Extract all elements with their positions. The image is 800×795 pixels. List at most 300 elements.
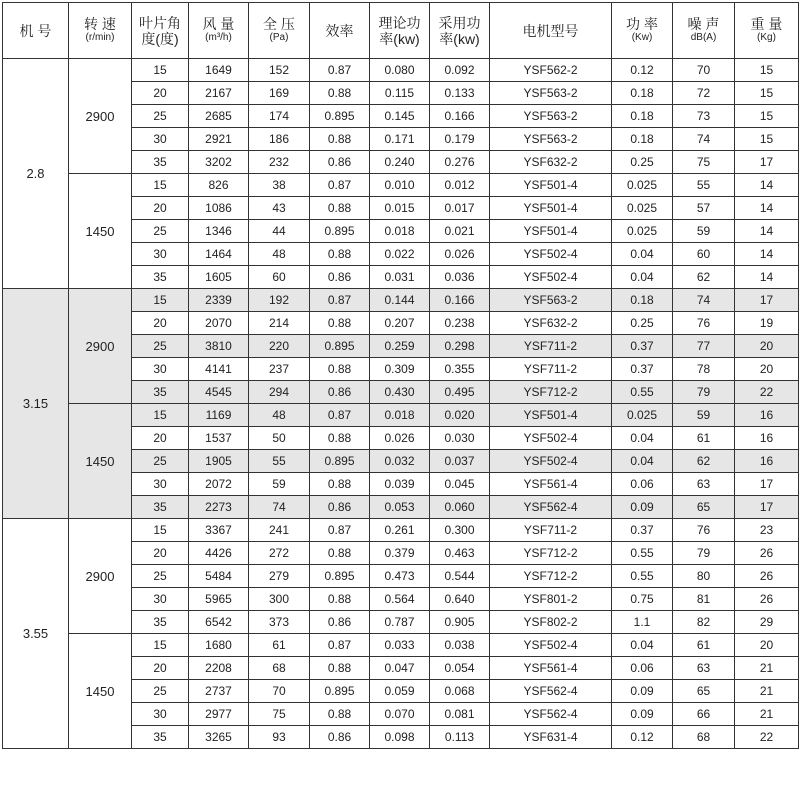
power-cell: 0.09 bbox=[612, 680, 673, 703]
theory-power-cell: 0.032 bbox=[370, 450, 430, 473]
motor-cell: YSF501-4 bbox=[490, 404, 612, 427]
motor-cell: YSF501-4 bbox=[490, 174, 612, 197]
pressure-cell: 241 bbox=[249, 519, 310, 542]
header-label-line1: 理论功 bbox=[378, 14, 421, 31]
weight-cell: 15 bbox=[735, 128, 799, 151]
used-power-cell: 0.068 bbox=[430, 680, 490, 703]
angle-cell: 30 bbox=[132, 588, 189, 611]
theory-power-cell: 0.309 bbox=[370, 358, 430, 381]
noise-cell: 76 bbox=[673, 312, 735, 335]
theory-power-cell: 0.018 bbox=[370, 220, 430, 243]
noise-cell: 74 bbox=[673, 128, 735, 151]
power-cell: 0.04 bbox=[612, 427, 673, 450]
weight-cell: 22 bbox=[735, 726, 799, 749]
angle-cell: 20 bbox=[132, 657, 189, 680]
weight-cell: 17 bbox=[735, 473, 799, 496]
weight-cell: 15 bbox=[735, 82, 799, 105]
pressure-cell: 38 bbox=[249, 174, 310, 197]
angle-cell: 25 bbox=[132, 450, 189, 473]
pressure-cell: 48 bbox=[249, 404, 310, 427]
theory-power-cell: 0.053 bbox=[370, 496, 430, 519]
theory-power-cell: 0.070 bbox=[370, 703, 430, 726]
power-cell: 0.09 bbox=[612, 703, 673, 726]
used-power-cell: 0.544 bbox=[430, 565, 490, 588]
table-row bbox=[3, 289, 799, 312]
used-power-cell: 0.179 bbox=[430, 128, 490, 151]
power-cell: 0.25 bbox=[612, 151, 673, 174]
weight-cell: 20 bbox=[735, 335, 799, 358]
airflow-cell: 2208 bbox=[189, 657, 249, 680]
pressure-cell: 272 bbox=[249, 542, 310, 565]
speed-cell: 2900 bbox=[69, 519, 132, 634]
weight-cell: 21 bbox=[735, 657, 799, 680]
airflow-cell: 1169 bbox=[189, 404, 249, 427]
header-label-line2: 率(kw) bbox=[379, 30, 420, 47]
speed-cell: 2900 bbox=[69, 59, 132, 174]
motor-cell: YSF562-4 bbox=[490, 496, 612, 519]
noise-cell: 62 bbox=[673, 266, 735, 289]
angle-cell: 30 bbox=[132, 243, 189, 266]
used-power-cell: 0.081 bbox=[430, 703, 490, 726]
noise-cell: 80 bbox=[673, 565, 735, 588]
airflow-cell: 4426 bbox=[189, 542, 249, 565]
fan-spec-table bbox=[2, 2, 799, 749]
used-power-cell: 0.020 bbox=[430, 404, 490, 427]
theory-power-cell: 0.787 bbox=[370, 611, 430, 634]
angle-cell: 35 bbox=[132, 496, 189, 519]
weight-cell: 26 bbox=[735, 588, 799, 611]
weight-cell: 14 bbox=[735, 197, 799, 220]
efficiency-cell: 0.88 bbox=[310, 473, 370, 496]
header-pressure bbox=[249, 3, 310, 59]
motor-cell: YSF502-4 bbox=[490, 427, 612, 450]
theory-power-cell: 0.473 bbox=[370, 565, 430, 588]
efficiency-cell: 0.88 bbox=[310, 703, 370, 726]
pressure-cell: 192 bbox=[249, 289, 310, 312]
table-row bbox=[3, 174, 799, 197]
efficiency-cell: 0.87 bbox=[310, 404, 370, 427]
motor-cell: YSF563-2 bbox=[490, 128, 612, 151]
weight-cell: 16 bbox=[735, 450, 799, 473]
theory-power-cell: 0.207 bbox=[370, 312, 430, 335]
angle-cell: 25 bbox=[132, 565, 189, 588]
weight-cell: 29 bbox=[735, 611, 799, 634]
theory-power-cell: 0.240 bbox=[370, 151, 430, 174]
used-power-cell: 0.355 bbox=[430, 358, 490, 381]
efficiency-cell: 0.88 bbox=[310, 243, 370, 266]
angle-cell: 20 bbox=[132, 197, 189, 220]
model-cell: 2.8 bbox=[3, 59, 69, 289]
motor-cell: YSF631-4 bbox=[490, 726, 612, 749]
power-cell: 0.09 bbox=[612, 496, 673, 519]
airflow-cell: 1346 bbox=[189, 220, 249, 243]
power-cell: 0.12 bbox=[612, 726, 673, 749]
header-label: 效率 bbox=[325, 22, 354, 39]
airflow-cell: 1649 bbox=[189, 59, 249, 82]
airflow-cell: 1680 bbox=[189, 634, 249, 657]
angle-cell: 25 bbox=[132, 220, 189, 243]
header-label: 机 号 bbox=[19, 22, 52, 39]
power-cell: 0.04 bbox=[612, 266, 673, 289]
efficiency-cell: 0.87 bbox=[310, 634, 370, 657]
noise-cell: 70 bbox=[673, 59, 735, 82]
speed-cell: 1450 bbox=[69, 174, 132, 289]
noise-cell: 77 bbox=[673, 335, 735, 358]
efficiency-cell: 0.895 bbox=[310, 450, 370, 473]
efficiency-cell: 0.895 bbox=[310, 680, 370, 703]
noise-cell: 72 bbox=[673, 82, 735, 105]
power-cell: 0.04 bbox=[612, 243, 673, 266]
angle-cell: 20 bbox=[132, 542, 189, 565]
table-row bbox=[3, 59, 799, 82]
theory-power-cell: 0.059 bbox=[370, 680, 430, 703]
weight-cell: 17 bbox=[735, 151, 799, 174]
weight-cell: 15 bbox=[735, 105, 799, 128]
efficiency-cell: 0.88 bbox=[310, 427, 370, 450]
angle-cell: 35 bbox=[132, 266, 189, 289]
power-cell: 0.55 bbox=[612, 542, 673, 565]
model-cell: 3.15 bbox=[3, 289, 69, 519]
efficiency-cell: 0.87 bbox=[310, 289, 370, 312]
theory-power-cell: 0.015 bbox=[370, 197, 430, 220]
theory-power-cell: 0.080 bbox=[370, 59, 430, 82]
noise-cell: 82 bbox=[673, 611, 735, 634]
airflow-cell: 5965 bbox=[189, 588, 249, 611]
header-label-line1: 叶片角 bbox=[139, 14, 181, 31]
motor-cell: YSF711-2 bbox=[490, 358, 612, 381]
power-cell: 0.04 bbox=[612, 450, 673, 473]
used-power-cell: 0.054 bbox=[430, 657, 490, 680]
noise-cell: 81 bbox=[673, 588, 735, 611]
efficiency-cell: 0.895 bbox=[310, 335, 370, 358]
motor-cell: YSF563-2 bbox=[490, 289, 612, 312]
noise-cell: 75 bbox=[673, 151, 735, 174]
header-label: 风 量 bbox=[202, 16, 235, 32]
efficiency-cell: 0.86 bbox=[310, 726, 370, 749]
power-cell: 0.025 bbox=[612, 197, 673, 220]
theory-power-cell: 0.098 bbox=[370, 726, 430, 749]
noise-cell: 76 bbox=[673, 519, 735, 542]
angle-cell: 30 bbox=[132, 473, 189, 496]
used-power-cell: 0.166 bbox=[430, 105, 490, 128]
theory-power-cell: 0.259 bbox=[370, 335, 430, 358]
header-theory-power bbox=[370, 3, 430, 59]
noise-cell: 55 bbox=[673, 174, 735, 197]
efficiency-cell: 0.86 bbox=[310, 266, 370, 289]
speed-cell: 1450 bbox=[69, 404, 132, 519]
weight-cell: 19 bbox=[735, 312, 799, 335]
angle-cell: 15 bbox=[132, 174, 189, 197]
airflow-cell: 3265 bbox=[189, 726, 249, 749]
weight-cell: 16 bbox=[735, 427, 799, 450]
weight-cell: 14 bbox=[735, 266, 799, 289]
used-power-cell: 0.238 bbox=[430, 312, 490, 335]
header-label-line1: 采用功 bbox=[438, 14, 481, 31]
airflow-cell: 2072 bbox=[189, 473, 249, 496]
noise-cell: 79 bbox=[673, 381, 735, 404]
weight-cell: 21 bbox=[735, 703, 799, 726]
airflow-cell: 2737 bbox=[189, 680, 249, 703]
noise-cell: 74 bbox=[673, 289, 735, 312]
speed-cell: 2900 bbox=[69, 289, 132, 404]
weight-cell: 17 bbox=[735, 289, 799, 312]
angle-cell: 15 bbox=[132, 404, 189, 427]
angle-cell: 35 bbox=[132, 726, 189, 749]
pressure-cell: 60 bbox=[249, 266, 310, 289]
weight-cell: 26 bbox=[735, 542, 799, 565]
motor-cell: YSF562-2 bbox=[490, 59, 612, 82]
header-speed bbox=[69, 3, 132, 59]
pressure-cell: 74 bbox=[249, 496, 310, 519]
used-power-cell: 0.021 bbox=[430, 220, 490, 243]
noise-cell: 63 bbox=[673, 657, 735, 680]
motor-cell: YSF563-2 bbox=[490, 105, 612, 128]
used-power-cell: 0.017 bbox=[430, 197, 490, 220]
weight-cell: 20 bbox=[735, 634, 799, 657]
header-label-line2: 度(度) bbox=[141, 30, 179, 47]
table-row bbox=[3, 634, 799, 657]
noise-cell: 73 bbox=[673, 105, 735, 128]
pressure-cell: 174 bbox=[249, 105, 310, 128]
used-power-cell: 0.092 bbox=[430, 59, 490, 82]
power-cell: 0.55 bbox=[612, 381, 673, 404]
pressure-cell: 169 bbox=[249, 82, 310, 105]
used-power-cell: 0.045 bbox=[430, 473, 490, 496]
header-unit: (Kw) bbox=[631, 32, 653, 43]
header-airflow bbox=[189, 3, 249, 59]
used-power-cell: 0.300 bbox=[430, 519, 490, 542]
header-label: 重 量 bbox=[750, 16, 783, 32]
pressure-cell: 61 bbox=[249, 634, 310, 657]
header-label: 噪 声 bbox=[687, 16, 720, 32]
noise-cell: 65 bbox=[673, 496, 735, 519]
pressure-cell: 237 bbox=[249, 358, 310, 381]
pressure-cell: 75 bbox=[249, 703, 310, 726]
used-power-cell: 0.166 bbox=[430, 289, 490, 312]
airflow-cell: 1605 bbox=[189, 266, 249, 289]
airflow-cell: 3202 bbox=[189, 151, 249, 174]
power-cell: 0.18 bbox=[612, 82, 673, 105]
power-cell: 0.75 bbox=[612, 588, 673, 611]
noise-cell: 61 bbox=[673, 427, 735, 450]
theory-power-cell: 0.379 bbox=[370, 542, 430, 565]
airflow-cell: 2167 bbox=[189, 82, 249, 105]
efficiency-cell: 0.895 bbox=[310, 105, 370, 128]
header-noise bbox=[673, 3, 735, 59]
header-unit: (r/min) bbox=[85, 32, 115, 43]
noise-cell: 60 bbox=[673, 243, 735, 266]
pressure-cell: 232 bbox=[249, 151, 310, 174]
airflow-cell: 3810 bbox=[189, 335, 249, 358]
noise-cell: 62 bbox=[673, 450, 735, 473]
angle-cell: 25 bbox=[132, 105, 189, 128]
power-cell: 0.37 bbox=[612, 358, 673, 381]
pressure-cell: 186 bbox=[249, 128, 310, 151]
efficiency-cell: 0.88 bbox=[310, 358, 370, 381]
speed-cell: 1450 bbox=[69, 634, 132, 749]
angle-cell: 35 bbox=[132, 611, 189, 634]
header-label: 全 压 bbox=[263, 16, 295, 32]
motor-cell: YSF501-4 bbox=[490, 220, 612, 243]
pressure-cell: 48 bbox=[249, 243, 310, 266]
used-power-cell: 0.905 bbox=[430, 611, 490, 634]
efficiency-cell: 0.86 bbox=[310, 496, 370, 519]
angle-cell: 30 bbox=[132, 128, 189, 151]
efficiency-cell: 0.87 bbox=[310, 59, 370, 82]
airflow-cell: 2921 bbox=[189, 128, 249, 151]
noise-cell: 68 bbox=[673, 726, 735, 749]
airflow-cell: 2977 bbox=[189, 703, 249, 726]
noise-cell: 63 bbox=[673, 473, 735, 496]
airflow-cell: 1086 bbox=[189, 197, 249, 220]
efficiency-cell: 0.88 bbox=[310, 197, 370, 220]
header-unit: (Pa) bbox=[269, 32, 289, 43]
motor-cell: YSF562-4 bbox=[490, 703, 612, 726]
used-power-cell: 0.133 bbox=[430, 82, 490, 105]
theory-power-cell: 0.261 bbox=[370, 519, 430, 542]
pressure-cell: 59 bbox=[249, 473, 310, 496]
used-power-cell: 0.463 bbox=[430, 542, 490, 565]
power-cell: 0.18 bbox=[612, 105, 673, 128]
motor-cell: YSF502-4 bbox=[490, 266, 612, 289]
weight-cell: 23 bbox=[735, 519, 799, 542]
angle-cell: 25 bbox=[132, 680, 189, 703]
weight-cell: 22 bbox=[735, 381, 799, 404]
weight-cell: 21 bbox=[735, 680, 799, 703]
power-cell: 0.06 bbox=[612, 473, 673, 496]
efficiency-cell: 0.895 bbox=[310, 565, 370, 588]
table-body bbox=[3, 59, 799, 749]
pressure-cell: 43 bbox=[249, 197, 310, 220]
airflow-cell: 1537 bbox=[189, 427, 249, 450]
efficiency-cell: 0.87 bbox=[310, 174, 370, 197]
header-motor bbox=[490, 3, 612, 59]
motor-cell: YSF632-2 bbox=[490, 151, 612, 174]
angle-cell: 35 bbox=[132, 381, 189, 404]
pressure-cell: 214 bbox=[249, 312, 310, 335]
angle-cell: 20 bbox=[132, 82, 189, 105]
pressure-cell: 279 bbox=[249, 565, 310, 588]
table-header bbox=[3, 3, 799, 59]
header-label: 转 速 bbox=[84, 16, 116, 32]
noise-cell: 78 bbox=[673, 358, 735, 381]
pressure-cell: 294 bbox=[249, 381, 310, 404]
airflow-cell: 6542 bbox=[189, 611, 249, 634]
motor-cell: YSF563-2 bbox=[490, 82, 612, 105]
theory-power-cell: 0.010 bbox=[370, 174, 430, 197]
motor-cell: YSF801-2 bbox=[490, 588, 612, 611]
header-row bbox=[3, 3, 799, 59]
motor-cell: YSF502-4 bbox=[490, 634, 612, 657]
theory-power-cell: 0.047 bbox=[370, 657, 430, 680]
efficiency-cell: 0.86 bbox=[310, 611, 370, 634]
efficiency-cell: 0.88 bbox=[310, 128, 370, 151]
efficiency-cell: 0.88 bbox=[310, 588, 370, 611]
motor-cell: YSF712-2 bbox=[490, 542, 612, 565]
table-row bbox=[3, 519, 799, 542]
theory-power-cell: 0.018 bbox=[370, 404, 430, 427]
motor-cell: YSF501-4 bbox=[490, 197, 612, 220]
motor-cell: YSF561-4 bbox=[490, 473, 612, 496]
pressure-cell: 93 bbox=[249, 726, 310, 749]
theory-power-cell: 0.144 bbox=[370, 289, 430, 312]
airflow-cell: 3367 bbox=[189, 519, 249, 542]
noise-cell: 59 bbox=[673, 220, 735, 243]
motor-cell: YSF562-4 bbox=[490, 680, 612, 703]
airflow-cell: 2273 bbox=[189, 496, 249, 519]
motor-cell: YSF502-4 bbox=[490, 243, 612, 266]
power-cell: 0.025 bbox=[612, 174, 673, 197]
theory-power-cell: 0.115 bbox=[370, 82, 430, 105]
weight-cell: 16 bbox=[735, 404, 799, 427]
header-used-power bbox=[430, 3, 490, 59]
power-cell: 0.18 bbox=[612, 128, 673, 151]
pressure-cell: 70 bbox=[249, 680, 310, 703]
motor-cell: YSF502-4 bbox=[490, 450, 612, 473]
header-angle bbox=[132, 3, 189, 59]
efficiency-cell: 0.88 bbox=[310, 657, 370, 680]
angle-cell: 30 bbox=[132, 358, 189, 381]
used-power-cell: 0.276 bbox=[430, 151, 490, 174]
used-power-cell: 0.298 bbox=[430, 335, 490, 358]
power-cell: 0.12 bbox=[612, 59, 673, 82]
airflow-cell: 1464 bbox=[189, 243, 249, 266]
motor-cell: YSF711-2 bbox=[490, 519, 612, 542]
pressure-cell: 300 bbox=[249, 588, 310, 611]
angle-cell: 25 bbox=[132, 335, 189, 358]
used-power-cell: 0.030 bbox=[430, 427, 490, 450]
power-cell: 1.1 bbox=[612, 611, 673, 634]
power-cell: 0.18 bbox=[612, 289, 673, 312]
theory-power-cell: 0.171 bbox=[370, 128, 430, 151]
model-cell: 3.55 bbox=[3, 519, 69, 749]
header-label: 功 率 bbox=[626, 16, 658, 32]
airflow-cell: 4545 bbox=[189, 381, 249, 404]
weight-cell: 26 bbox=[735, 565, 799, 588]
efficiency-cell: 0.88 bbox=[310, 312, 370, 335]
used-power-cell: 0.026 bbox=[430, 243, 490, 266]
weight-cell: 15 bbox=[735, 59, 799, 82]
airflow-cell: 2339 bbox=[189, 289, 249, 312]
power-cell: 0.25 bbox=[612, 312, 673, 335]
header-unit: (m³/h) bbox=[205, 32, 232, 43]
power-cell: 0.55 bbox=[612, 565, 673, 588]
theory-power-cell: 0.430 bbox=[370, 381, 430, 404]
efficiency-cell: 0.88 bbox=[310, 82, 370, 105]
noise-cell: 79 bbox=[673, 542, 735, 565]
used-power-cell: 0.640 bbox=[430, 588, 490, 611]
used-power-cell: 0.060 bbox=[430, 496, 490, 519]
header-label: 电机型号 bbox=[522, 22, 579, 39]
noise-cell: 65 bbox=[673, 680, 735, 703]
motor-cell: YSF561-4 bbox=[490, 657, 612, 680]
pressure-cell: 220 bbox=[249, 335, 310, 358]
used-power-cell: 0.037 bbox=[430, 450, 490, 473]
weight-cell: 14 bbox=[735, 220, 799, 243]
airflow-cell: 5484 bbox=[189, 565, 249, 588]
airflow-cell: 1905 bbox=[189, 450, 249, 473]
theory-power-cell: 0.026 bbox=[370, 427, 430, 450]
used-power-cell: 0.036 bbox=[430, 266, 490, 289]
used-power-cell: 0.012 bbox=[430, 174, 490, 197]
motor-cell: YSF711-2 bbox=[490, 335, 612, 358]
efficiency-cell: 0.88 bbox=[310, 542, 370, 565]
angle-cell: 20 bbox=[132, 312, 189, 335]
header-model bbox=[3, 3, 69, 59]
power-cell: 0.025 bbox=[612, 404, 673, 427]
angle-cell: 15 bbox=[132, 59, 189, 82]
weight-cell: 14 bbox=[735, 174, 799, 197]
